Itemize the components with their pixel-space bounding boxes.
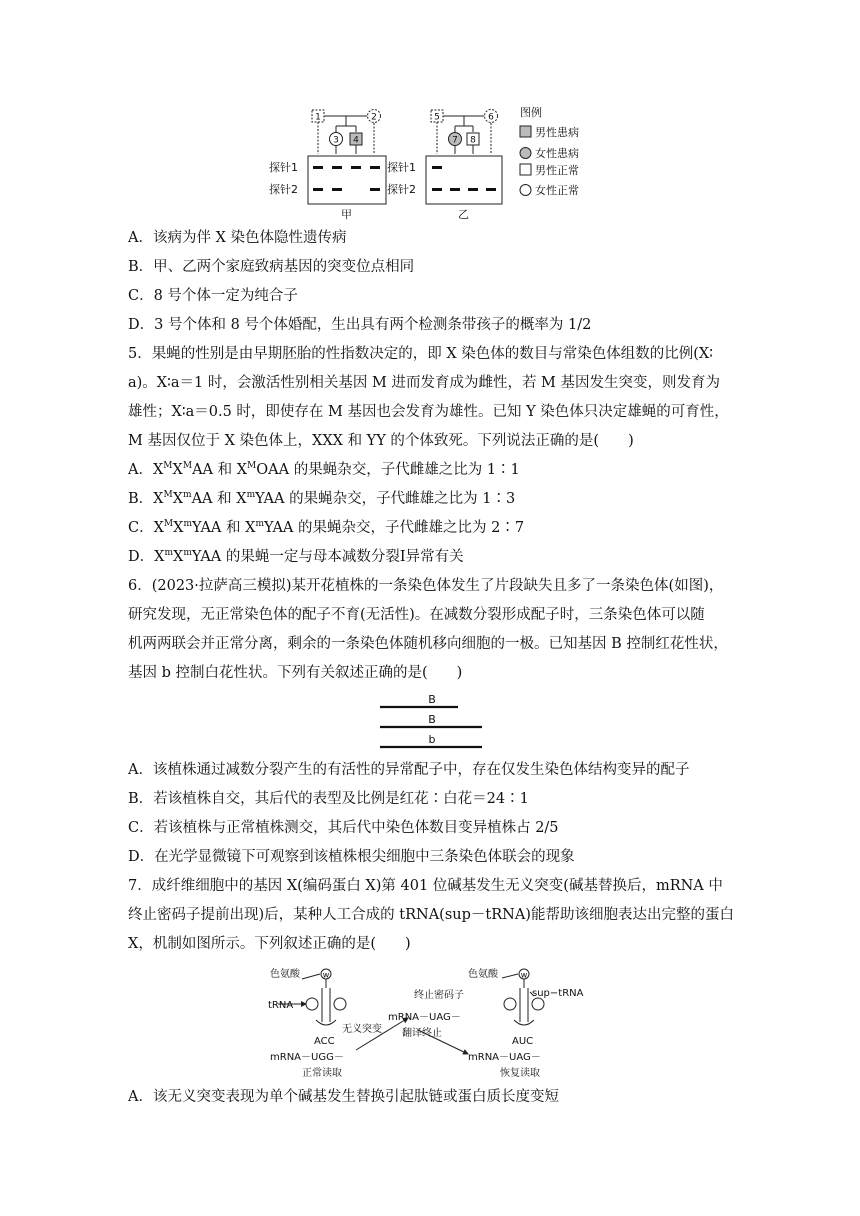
mrna-mid-label: mRNA－UAG－: [388, 1012, 461, 1023]
probe1-label-b: 探针1: [387, 161, 416, 174]
w-right-label: w: [520, 970, 528, 980]
w-left-label: w: [322, 970, 330, 980]
probe1-label-a: 探针1: [269, 161, 298, 174]
trna-right-anticodon-loop: [514, 1020, 534, 1025]
probe2-label-a: 探针2: [269, 183, 298, 196]
acc-label: ACC: [314, 1036, 335, 1047]
trna-left-dloop: [306, 998, 318, 1010]
q5-option-a: A．$X^MX^MAA$ 和 $X^MOAA$ 的果蝇杂交，子代雌雄之比为 1∶1: [128, 461, 520, 478]
legend-female-normal: 女性正常: [535, 184, 579, 197]
trna-left-anticodon-loop: [316, 1020, 336, 1025]
nonsense-label: 无义突变: [342, 1024, 382, 1035]
individual-1-label: 1: [315, 112, 321, 123]
q5-stem-line3: 雄性；X∶a＝0.5 时，即使存在 M 基因也会发育为雄性。已知 Y 染色体只决定雄蝇的可育性，: [128, 404, 729, 420]
q7-option-a: A．该无义突变表现为单个碱基发生替换引起肽链或蛋白质长度变短: [128, 1089, 559, 1105]
gene-label-1: B: [428, 695, 436, 706]
gene-label-2: B: [428, 713, 436, 726]
legend-male-affected-symbol: [520, 126, 531, 137]
q6-option-b: B．若该植株自交，其后代的表型及比例是红花∶白花＝24∶1: [128, 791, 529, 807]
trna-right-dloop: [504, 998, 516, 1010]
trna-mechanism-figure: [268, 962, 598, 1080]
sup-trna-label: sup−tRNA: [532, 988, 584, 999]
probe2-label-b: 探针2: [387, 183, 416, 196]
q6-stem-line1: 6．(2023·拉萨高三模拟)某开花植株的一条染色体发生了片段缺失且多了一条染色体(如图)，: [128, 578, 724, 594]
q6-option-a: A．该植株通过减数分裂产生的有活性的异常配子中，存在仅发生染色体结构变异的配子: [128, 762, 690, 778]
legend-title: 图例: [520, 106, 542, 119]
pedigree-probe-figure: [268, 104, 608, 224]
legend-female-normal-symbol: [520, 185, 531, 196]
trna-label: tRNA: [268, 1000, 294, 1011]
normal-read-label: 正常读取: [302, 1068, 342, 1079]
trna-left-tloop: [334, 998, 346, 1010]
q5-option-b: B．$X^MX^mAA$ 和 $X^mYAA$ 的果蝇杂交，子代雌雄之比为 1∶3: [128, 490, 516, 507]
individual-8-label: 8: [470, 135, 476, 146]
family-b-label: 乙: [458, 208, 469, 221]
individual-7-label: 7: [452, 135, 458, 146]
q4-option-d: D．3 号个体和 8 号个体婚配，生出具有两个检测条带孩子的概率为 1/2: [128, 317, 592, 333]
individual-6-label: 6: [488, 112, 494, 123]
individual-3-label: 3: [333, 135, 339, 146]
individual-5-label: 5: [434, 112, 440, 123]
q4-option-b: B．甲、乙两个家庭致病基因的突变位点相同: [128, 259, 415, 275]
family-a-label: 甲: [341, 208, 352, 221]
gel-panel-b: [426, 156, 502, 204]
term-label: 翻译终止: [402, 1028, 442, 1039]
q5-stem-line1: 5．果蝇的性别是由早期胚胎的性指数决定的，即 X 染色体的数目与常染色体组数的比例(X∶: [128, 346, 714, 362]
mrna-left-label: mRNA－UGG－: [270, 1052, 344, 1063]
legend-male-affected: 男性患病: [535, 126, 579, 139]
individual-4-label: 4: [353, 135, 359, 146]
trp-left-label: 色氨酸: [270, 969, 300, 980]
individual-2-label: 2: [371, 112, 377, 123]
mrna-right-label: mRNA－UAG－: [468, 1052, 541, 1063]
q7-stem-line2: 终止密码子提前出现)后，某种人工合成的 tRNA(sup－tRNA)能帮助该细胞表达出完整的蛋白: [128, 907, 734, 923]
gene-label-3: b: [428, 733, 436, 746]
legend-female-affected: 女性患病: [535, 147, 579, 160]
restore-read-label: 恢复读取: [500, 1068, 540, 1079]
q5-stem-line2: a)。X∶a＝1 时，会激活性别相关基因 M 进而发育成为雌性，若 M 基因发生突变，则发育为: [128, 375, 721, 391]
trna-left-stem: [322, 988, 330, 1022]
auc-label: AUC: [512, 1036, 534, 1047]
legend-female-affected-symbol: [520, 148, 531, 159]
stop-codon-label: 终止密码子: [414, 990, 464, 1001]
chromosome-figure: [376, 695, 488, 753]
trna-right-stem: [520, 988, 528, 1022]
q6-stem-line4: 基因 b 控制白花性状。下列有关叙述正确的是( ): [128, 665, 463, 681]
trna-right-tloop: [532, 998, 544, 1010]
q6-stem-line3: 机两两联会并正常分离，剩余的一条染色体随机移向细胞的一极。已知基因 B 控制红花性状，: [128, 636, 728, 652]
trp-right-label: 色氨酸: [468, 969, 498, 980]
q5-option-d: D．$X^mX^mYAA$ 的果蝇一定与母本减数分裂Ⅰ异常有关: [128, 548, 464, 565]
legend-male-normal-symbol: [520, 164, 531, 175]
q6-option-d: D．在光学显微镜下可观察到该植株根尖细胞中三条染色体联会的现象: [128, 849, 575, 865]
q4-option-a: A．该病为伴 X 染色体隐性遗传病: [128, 230, 347, 246]
q7-stem-line3: X，机制如图所示。下列叙述正确的是( ): [128, 936, 411, 952]
legend-male-normal: 男性正常: [535, 164, 579, 177]
q6-stem-line2: 研究发现，无正常染色体的配子不育(无活性)。在减数分裂形成配子时，三条染色体可以随: [128, 607, 705, 623]
q6-option-c: C．若该植株与正常植株测交，其后代中染色体数目变异植株占 2/5: [128, 820, 559, 836]
gel-panel-a: [308, 156, 386, 204]
q5-stem-line4: M 基因仅位于 X 染色体上，XXX 和 YY 的个体致死。下列说法正确的是( ): [128, 433, 634, 449]
q7-stem-line1: 7．成纤维细胞中的基因 X(编码蛋白 X)第 401 位碱基发生无义突变(碱基替换后，mRNA 中: [128, 878, 723, 894]
q4-option-c: C．8 号个体一定为纯合子: [128, 288, 298, 304]
q5-option-c: C．$X^MX^mYAA$ 和 $X^mYAA$ 的果蝇杂交，子代雌雄之比为 2∶7: [128, 519, 525, 536]
